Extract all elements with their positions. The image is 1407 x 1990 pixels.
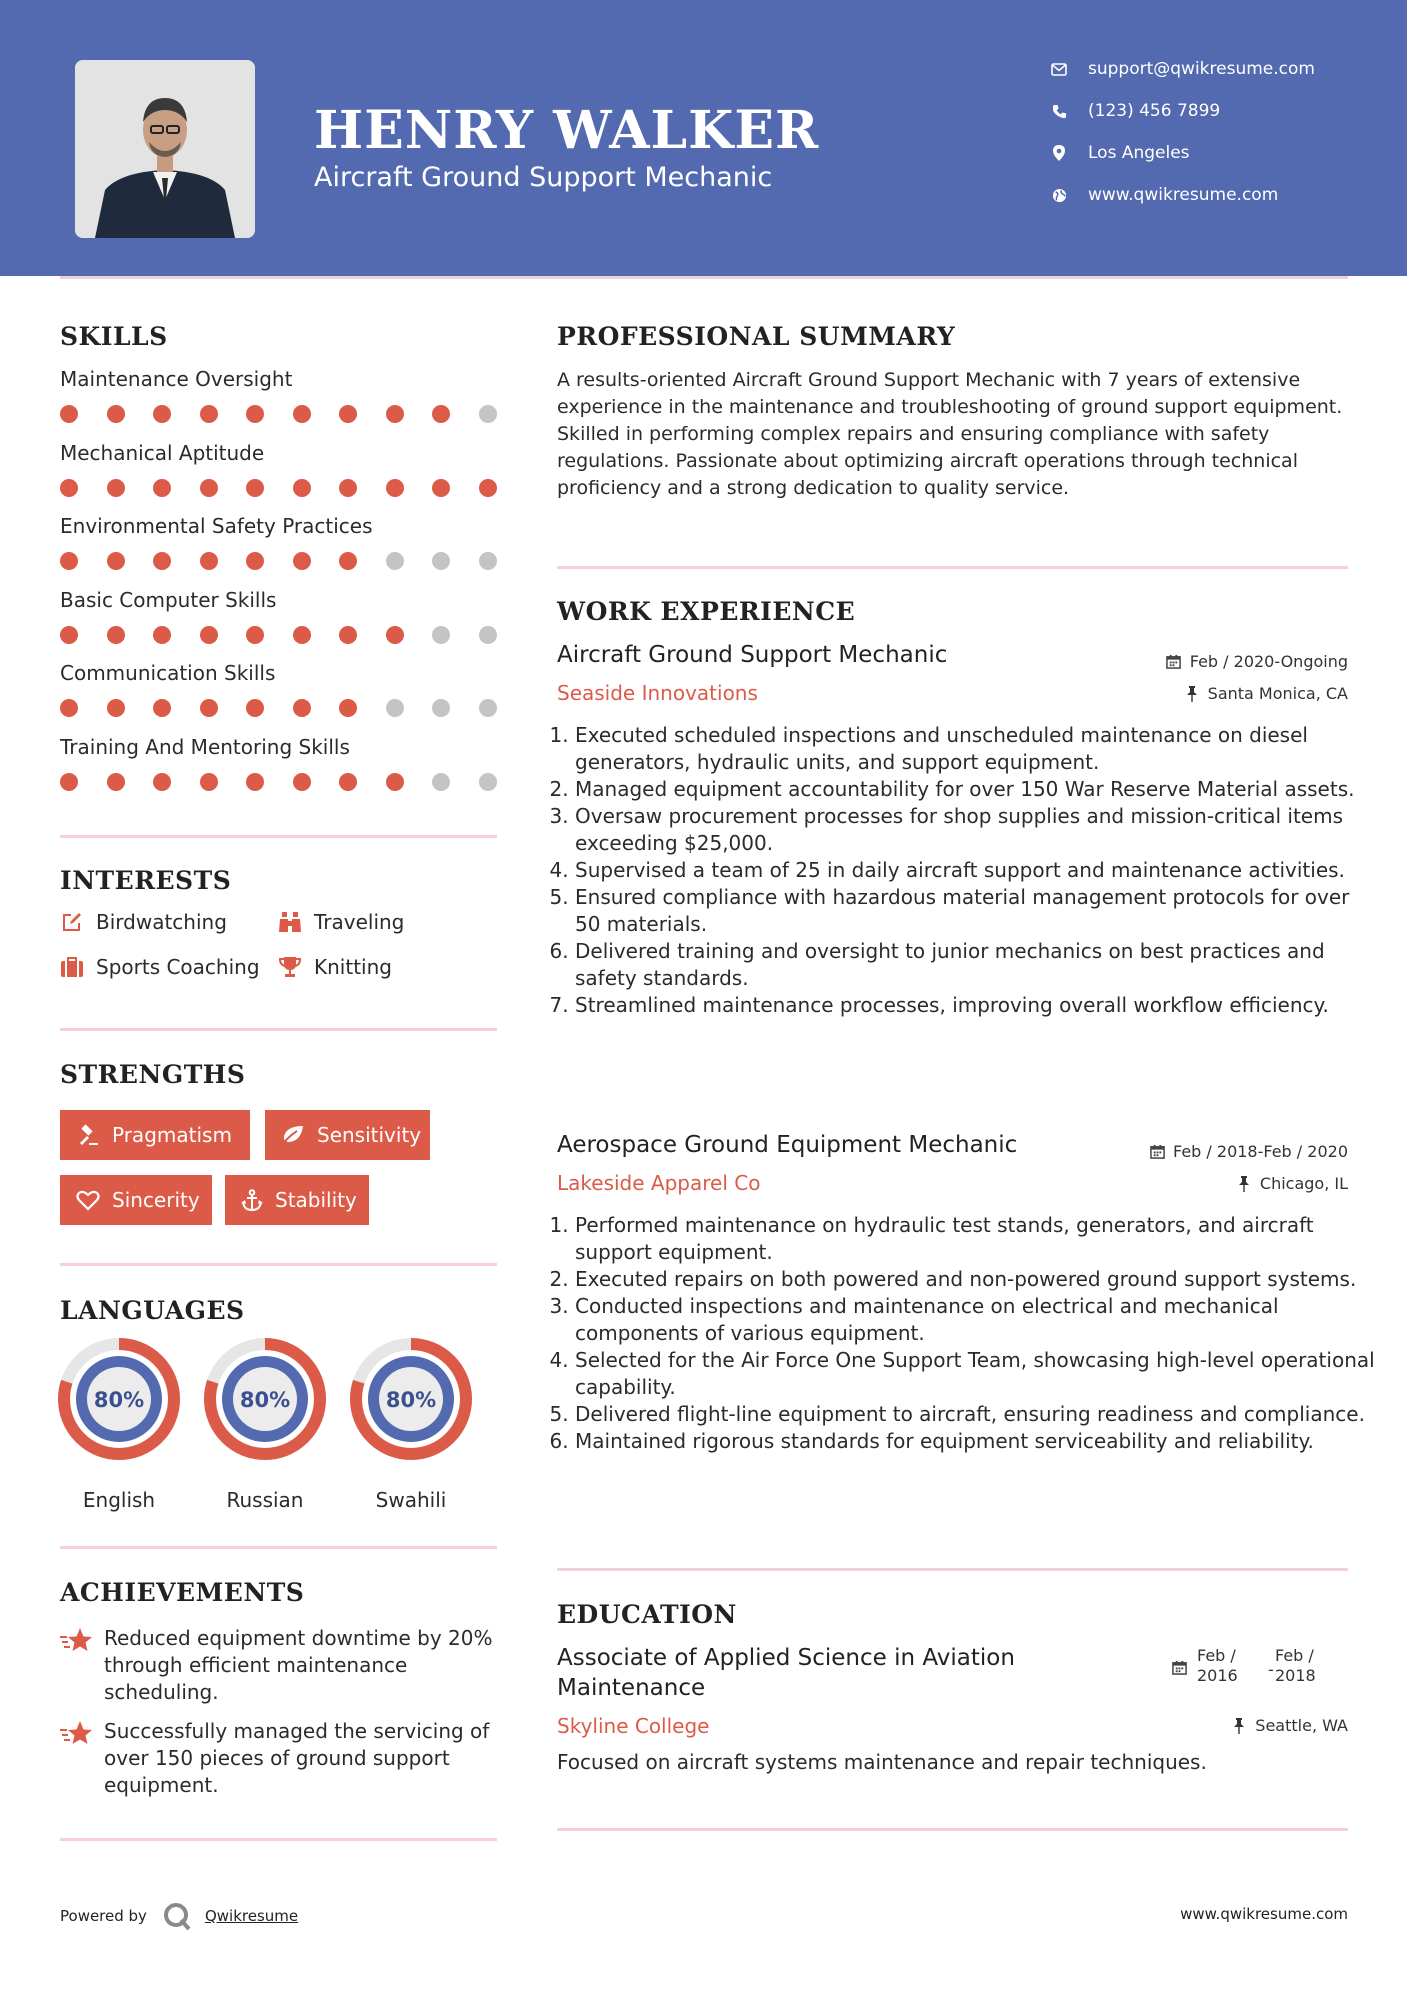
candidate-name: HENRY WALKER [314,100,820,161]
skill-dot-filled [293,626,311,644]
language-ring [350,1338,472,1460]
calendar-icon [1149,1144,1165,1160]
strength-label: Sincerity [112,1188,200,1212]
strength-label: Stability [275,1188,357,1212]
job-dates-text: Feb / 2018-Feb / 2020 [1173,1142,1348,1161]
skill-dot-filled [200,405,218,423]
language-percent: 80% [385,1388,437,1412]
footer-powered-by [60,1900,298,1932]
skill-dot-filled [339,773,357,791]
interest-label: Birdwatching [96,910,227,934]
skill-rating [60,626,500,646]
duty-item: 2. Managed equipment accountability for over 150 War Reserve Material assets. [575,776,1375,803]
qwikresume-logo-icon [161,1900,193,1932]
skill-dot-empty [479,699,497,717]
skill-dot-empty [386,552,404,570]
anchor-icon [241,1188,263,1212]
skill-rating [60,405,500,425]
skill-dot-filled [60,773,78,791]
date-end-month: Feb / [1275,1646,1314,1665]
degree-line-2: Maintenance [557,1675,706,1701]
skill-dot-filled [339,626,357,644]
strength-label: Sensitivity [317,1123,422,1147]
strength-chip [60,1110,250,1160]
envelope-icon [1050,60,1068,78]
skill-dot-filled [107,699,125,717]
education-start-date [1197,1646,1238,1686]
skill-dot-filled [386,626,404,644]
duty-item: 3. Conducted inspections and maintenance on electrical and mechanical components of various equipment. [575,1293,1375,1347]
skill-dot-filled [107,405,125,423]
skill-dot-filled [153,552,171,570]
job-company: Seaside Innovations [557,681,758,705]
interest-label: Sports Coaching [96,955,260,979]
skill-dot-empty [479,773,497,791]
skill-name: Basic Computer Skills [60,588,277,612]
duty-item: 4. Supervised a team of 25 in daily aircraft support and maintenance activities. [575,857,1375,884]
language-item [204,1338,326,1512]
strengths-heading: STRENGTHS [60,1060,246,1089]
skill-dot-filled [107,773,125,791]
skill-rating [60,479,500,499]
education-description: Focused on aircraft systems maintenance and repair techniques. [557,1750,1207,1774]
skill-dot-filled [153,405,171,423]
interest-item [60,910,227,934]
section-divider [60,835,497,838]
profile-photo [75,60,255,238]
job-company: Lakeside Apparel Co [557,1171,761,1195]
skill-name: Environmental Safety Practices [60,514,373,538]
skill-name: Mechanical Aptitude [60,441,265,465]
skill-dot-filled [339,479,357,497]
section-divider [557,566,1348,569]
qwikresume-link[interactable]: Qwikresume [204,1907,299,1925]
duty-item: 4. Selected for the Air Force One Support Team, showcasing high-level operational capability. [575,1347,1375,1401]
skill-dot-filled [246,773,264,791]
language-name: Swahili [375,1488,447,1512]
job-title: Aircraft Ground Support Mechanic [557,642,948,668]
duty-item: 1. Performed maintenance on hydraulic test stands, generators, and aircraft support equipment. [575,1212,1375,1266]
skill-dot-empty [479,405,497,423]
calendar-icon [1172,1660,1190,1678]
skill-dot-filled [60,552,78,570]
skill-rating [60,552,500,572]
interest-item [60,955,260,979]
heart-icon [76,1188,100,1212]
language-percent: 80% [93,1388,145,1412]
skill-dot-filled [293,405,311,423]
skill-dot-filled [246,552,264,570]
trophy-icon [278,955,302,979]
skill-dot-filled [386,405,404,423]
skill-name: Communication Skills [60,661,276,685]
strength-label: Pragmatism [112,1123,232,1147]
language-ring [58,1338,180,1460]
binoculars-icon [278,910,302,934]
date-start-month: Feb / [1197,1646,1236,1665]
school-name: Skyline College [557,1714,710,1738]
job-title: Aerospace Ground Equipment Mechanic [557,1132,1018,1158]
contact-website[interactable] [1050,181,1278,209]
skill-dot-filled [200,552,218,570]
skill-dot-filled [432,479,450,497]
duty-item: 6. Maintained rigorous standards for equipment serviceability and reliability. [575,1428,1375,1455]
skill-dot-filled [293,479,311,497]
skill-dot-filled [200,699,218,717]
skill-dot-empty [432,626,450,644]
skill-dot-filled [293,699,311,717]
duty-item: 6. Delivered training and oversight to junior mechanics on best practices and safety standards. [575,938,1375,992]
duty-item: 3. Oversaw procurement processes for shop supplies and mission-critical items exceeding $25,000. [575,803,1375,857]
language-item [350,1338,472,1512]
skill-dot-empty [432,552,450,570]
job-duties [557,1212,1375,1455]
contact-location-text: Los Angeles [1088,143,1190,163]
achievement-text: Reduced equipment downtime by 20% through efficient maintenance scheduling. [104,1626,493,1704]
skill-dot-filled [432,405,450,423]
skill-rating [60,773,500,793]
skill-dot-empty [479,626,497,644]
language-percent: 80% [239,1388,291,1412]
skill-dot-filled [107,552,125,570]
skill-dot-filled [386,479,404,497]
strength-chip [60,1175,212,1225]
skill-dot-filled [200,773,218,791]
section-divider [60,1838,497,1841]
education-date-separator: - [1268,1660,1274,1679]
interest-label: Traveling [314,910,405,934]
skill-dot-filled [293,552,311,570]
skill-dot-filled [386,773,404,791]
footer-url[interactable]: www.qwikresume.com [1180,1905,1348,1923]
job-duties [557,722,1375,1019]
skill-dot-filled [339,552,357,570]
job-dates-text: Feb / 2020-Ongoing [1189,652,1348,671]
skill-dot-filled [60,405,78,423]
achievements-heading: ACHIEVEMENTS [60,1578,305,1607]
duty-item: 7. Streamlined maintenance processes, improving overall workflow efficiency. [575,992,1375,1019]
interests-heading: INTERESTS [60,866,232,895]
skill-dot-filled [153,699,171,717]
job-location-text: Santa Monica, CA [1207,684,1348,703]
duty-item: 2. Executed repairs on both powered and non-powered ground support systems. [575,1266,1375,1293]
header-divider [60,276,1348,279]
language-ring [204,1338,326,1460]
interest-item [278,910,404,934]
job-dates [1166,652,1348,671]
skill-dot-filled [246,479,264,497]
contact-phone[interactable] [1050,97,1220,125]
degree-line-1: Associate of Applied Science in Aviation [557,1645,1015,1671]
skill-dot-filled [200,626,218,644]
contact-email[interactable] [1050,55,1315,83]
achievement-item [60,1718,500,1802]
achievement-text: Successfully managed the servicing of over 150 pieces of ground support equipment. [104,1719,490,1797]
job-dates [1149,1142,1348,1161]
summary-text: A results-oriented Aircraft Ground Support Mechanic with 7 years of extensive experience in the maintenance and troubleshooting of ground support equipment. Skilled in performing complex repairs and ensuring compliance with safety regulations. Passionate about optimizing aircraft operations through technical proficiency and a strong dedication to quality service. [557,369,1343,499]
education-heading: EDUCATION [557,1600,737,1629]
skill-dot-filled [153,479,171,497]
summary-heading: PROFESSIONAL SUMMARY [557,322,956,351]
job-location [1184,684,1348,703]
strength-chip [225,1175,369,1225]
date-end-year: 2018 [1275,1666,1316,1685]
skills-heading: SKILLS [60,322,168,351]
education-location-text: Seattle, WA [1255,1716,1348,1735]
skill-dot-filled [479,479,497,497]
skill-dot-filled [60,626,78,644]
interest-item [278,955,392,979]
skill-name: Maintenance Oversight [60,367,293,391]
section-divider [60,1263,497,1266]
pencil-square-icon [60,910,84,934]
pushpin-icon [1231,1718,1247,1734]
calendar-icon [1166,654,1182,670]
skill-rating [60,699,500,719]
section-divider [60,1546,497,1549]
skill-dot-filled [246,699,264,717]
skill-dot-filled [107,626,125,644]
star-icon [60,1720,92,1752]
skill-dot-filled [246,405,264,423]
duty-item: 5. Ensured compliance with hazardous material management protocols for over 50 materials. [575,884,1375,938]
pushpin-icon [1184,686,1200,702]
skill-dot-filled [153,773,171,791]
pushpin-icon [1236,1176,1252,1192]
briefcase-icon [60,955,84,979]
skill-dot-empty [432,699,450,717]
contact-location [1050,139,1190,167]
section-divider [60,1028,497,1031]
achievement-item [60,1625,500,1709]
skill-dot-filled [339,699,357,717]
skill-dot-filled [60,479,78,497]
section-divider [557,1568,1348,1571]
skill-dot-empty [432,773,450,791]
languages-heading: LANGUAGES [60,1296,245,1325]
header-banner [0,0,1407,276]
section-divider [557,1828,1348,1831]
leaf-icon [281,1123,305,1147]
duty-item: 5. Delivered flight-line equipment to aircraft, ensuring readiness and compliance. [575,1401,1375,1428]
powered-by-label: Powered by [60,1907,147,1925]
skill-name: Training And Mentoring Skills [60,735,350,759]
skill-dot-filled [60,699,78,717]
job-location-text: Chicago, IL [1259,1174,1348,1193]
skill-dot-filled [153,626,171,644]
map-pin-icon [1050,144,1068,162]
phone-icon [1050,102,1068,120]
skill-dot-filled [246,626,264,644]
contact-website-text: www.qwikresume.com [1088,185,1279,205]
candidate-title: Aircraft Ground Support Mechanic [314,162,773,193]
skill-dot-filled [339,405,357,423]
experience-heading: WORK EXPERIENCE [557,597,856,626]
skill-dot-empty [479,552,497,570]
language-name: Russian [226,1488,304,1512]
star-icon [60,1627,92,1659]
skill-dot-empty [386,699,404,717]
interest-label: Knitting [314,955,392,979]
strength-chip [265,1110,430,1160]
gavel-icon [76,1123,100,1147]
skill-dot-filled [107,479,125,497]
skill-dot-filled [293,773,311,791]
date-start-year: 2016 [1197,1666,1238,1685]
globe-icon [1050,186,1068,204]
language-name: English [82,1488,156,1512]
contact-email-text: support@qwikresume.com [1088,59,1315,79]
duty-item: 1. Executed scheduled inspections and unscheduled maintenance on diesel generators, hydraulic units, and support equipment. [575,722,1375,776]
language-item [58,1338,180,1512]
contact-phone-text: (123) 456 7899 [1088,101,1221,121]
education-location [1231,1716,1348,1735]
skill-dot-filled [200,479,218,497]
education-end-date [1275,1646,1316,1686]
job-location [1236,1174,1348,1193]
